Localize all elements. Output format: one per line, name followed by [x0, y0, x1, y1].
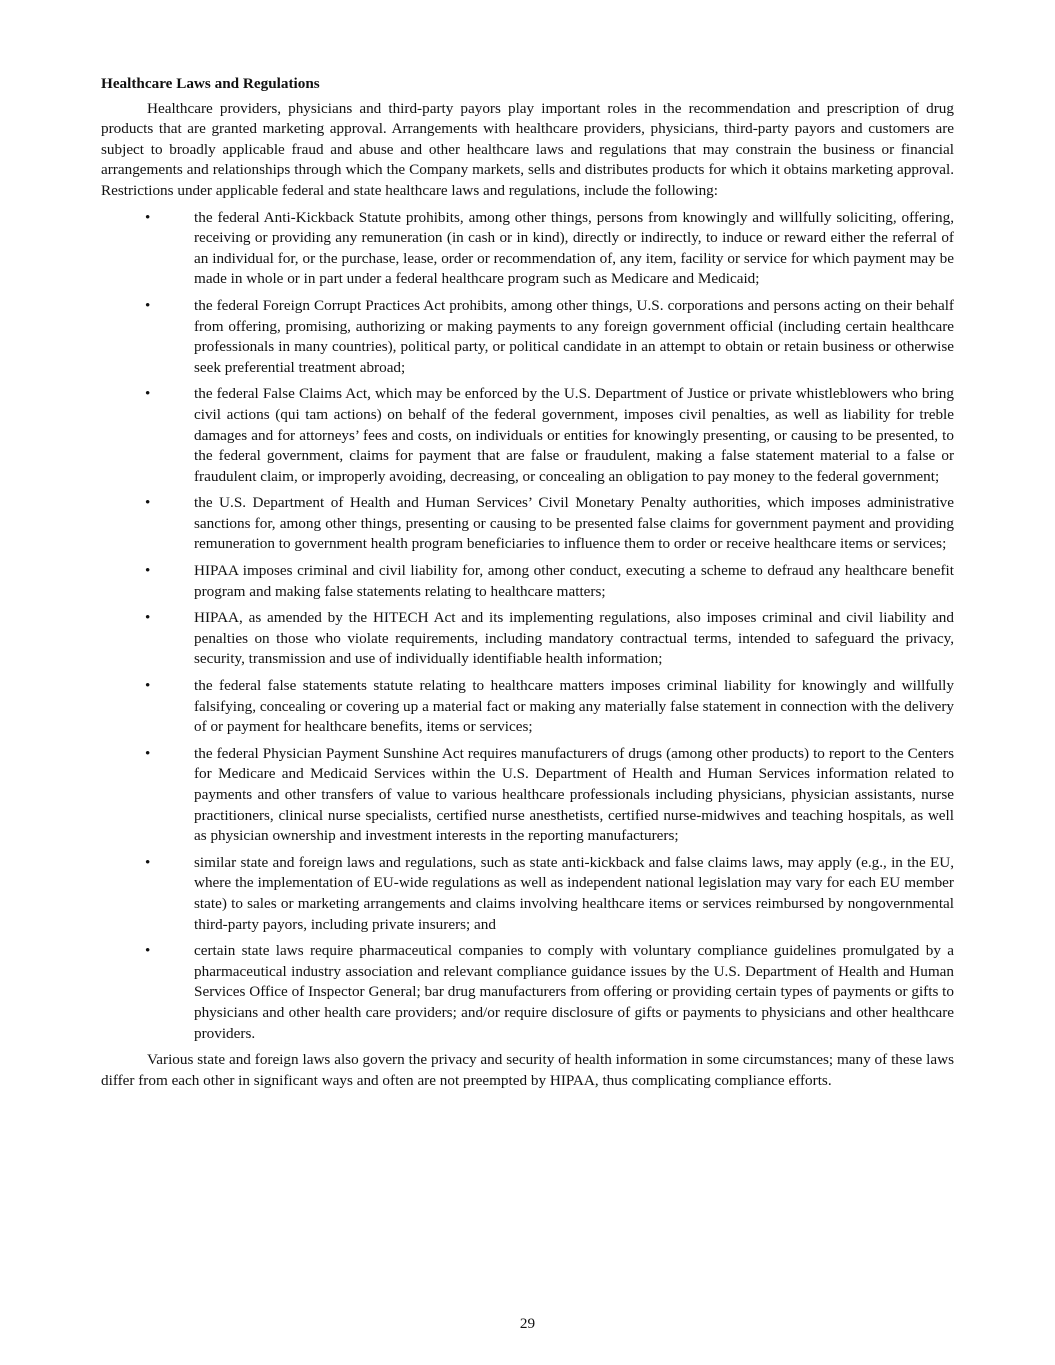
list-item-text: the federal false statements statute relating to healthcare matters imposes criminal liability for knowingly and willfully falsifying, concealing or covering up a material fact or making any materially false statement in connection with the delivery of or payment for healthcare benefits, items or services; — [194, 677, 954, 736]
list-item-text: HIPAA imposes criminal and civil liability for, among other conduct, executing a scheme to defraud any healthcare benefit program and making false statements relating to healthcare matters; — [194, 562, 954, 600]
list-item — [101, 676, 954, 738]
list-item — [101, 853, 954, 935]
bullet-icon: • — [145, 677, 151, 695]
bullet-icon: • — [145, 609, 151, 627]
list-item — [101, 608, 954, 670]
bullet-icon: • — [145, 744, 151, 762]
bullet-icon: • — [145, 208, 151, 226]
closing-paragraph: Various state and foreign laws also govern the privacy and security of health information in some circumstances; many of these laws differ from each other in significant ways and often are not preempted by HIPAA, thus complicating compliance efforts. — [101, 1051, 954, 1089]
list-item — [101, 493, 954, 555]
bullet-icon: • — [145, 853, 151, 871]
restrictions-list — [101, 208, 954, 1045]
list-item-text: the federal False Claims Act, which may be enforced by the U.S. Department of Justice or private whistleblowers who bring civil actions (qui tam actions) on behalf of the federal government, imposes civil penalties, as well as liability for treble damages and for attorneys’ fees and costs, on individuals or entities for knowingly presenting, or causing to be presented, to the federal government, claims for payment that are false or fraudulent, making a false statement material to a false or fraudulent claim, or improperly avoiding, decreasing, or concealing an obligation to pay money to the federal government; — [194, 385, 954, 485]
list-item-text: the federal Foreign Corrupt Practices Act prohibits, among other things, U.S. corporations and persons acting on their behalf from offering, promising, authorizing or making payments to any foreign government official (including certain healthcare professionals in many countries), political party, or political candidate in an attempt to obtain or retain business or otherwise seek preferential treatment abroad; — [194, 296, 954, 376]
intro-paragraph: Healthcare providers, physicians and third-party payors play important roles in the recommendation and prescription of drug products that are granted marketing approval. Arrangements with healthcare providers, physicians, third-party payors and customers are subject to broadly applicable fraud and abuse and other healthcare laws and regulations that may constrain the business or financial arrangements and relationships through which the Company markets, sells and distributes products for which it obtains marketing approval. Restrictions under applicable federal and state healthcare laws and regulations, include the following: — [101, 99, 954, 199]
list-item-text: HIPAA, as amended by the HITECH Act and its implementing regulations, also imposes criminal and civil liability and penalties on those who violate requirements, including mandatory contractual terms, intended to safeguard the privacy, security, transmission and use of individually identifiable health information; — [194, 609, 954, 668]
list-item — [101, 208, 954, 290]
page-number: 29 — [519, 1315, 536, 1332]
list-item-text: similar state and foreign laws and regulations, such as state anti-kickback and false claims laws, may apply (e.g., in the EU, where the implementation of EU-wide regulations as well as independent national legislation may vary for each EU member state) to sales or marketing arrangements and claims involving healthcare items or services reimbursed by nongovernmental third-party payors, including private insurers; and — [194, 853, 954, 933]
list-item-text: certain state laws require pharmaceutical companies to comply with voluntary compliance guidelines promulgated by a pharmaceutical industry association and relevant compliance guidance issues by the U.S. Department of Health and Human Services Office of Inspector General; bar drug manufacturers from offering or providing certain types of payments or gifts to physicians and other health care providers; and/or require disclosure of gifts or payments to physicians and other healthcare providers. — [194, 942, 954, 1042]
list-item-text: the federal Physician Payment Sunshine Act requires manufacturers of drugs (among other products) to report to the Centers for Medicare and Medicaid Services within the U.S. Department of Health and Human Services information related to payments and other transfers of value to various healthcare professionals including physicians, physician assistants, nurse practitioners, clinical nurse specialists, certified nurse anesthetists, certified nurse-midwives and teaching hospitals, as well as physician ownership and investment interests in the reporting manufacturers; — [194, 744, 954, 845]
bullet-icon: • — [145, 385, 151, 403]
list-item-text: the federal Anti-Kickback Statute prohibits, among other things, persons from knowingly and willfully soliciting, offering, receiving or providing any remuneration (in cash or in kind), directly or indirectly, to induce or reward either the referral of an individual for, or the purchase, lease, order or recommendation of, any item, facility or service for which payment may be made in whole or in part under a federal healthcare program such as Medicare and Medicaid; — [194, 208, 954, 288]
list-item — [101, 561, 954, 602]
list-item — [101, 296, 954, 378]
section-heading: Healthcare Laws and Regulations — [101, 75, 320, 92]
bullet-icon: • — [145, 562, 151, 580]
bullet-icon: • — [145, 494, 151, 512]
document-body — [101, 74, 954, 1091]
list-item — [101, 744, 954, 847]
bullet-icon: • — [145, 942, 151, 960]
bullet-icon: • — [145, 296, 151, 314]
list-item — [101, 941, 954, 1044]
list-item-text: the U.S. Department of Health and Human Services’ Civil Monetary Penalty authorities, which imposes administrative sanctions for, among other things, presenting or causing to be presented false claims for government payment and providing remuneration to government health program beneficiaries to influence them to order or receive healthcare items or services; — [194, 494, 954, 553]
list-item — [101, 384, 954, 487]
